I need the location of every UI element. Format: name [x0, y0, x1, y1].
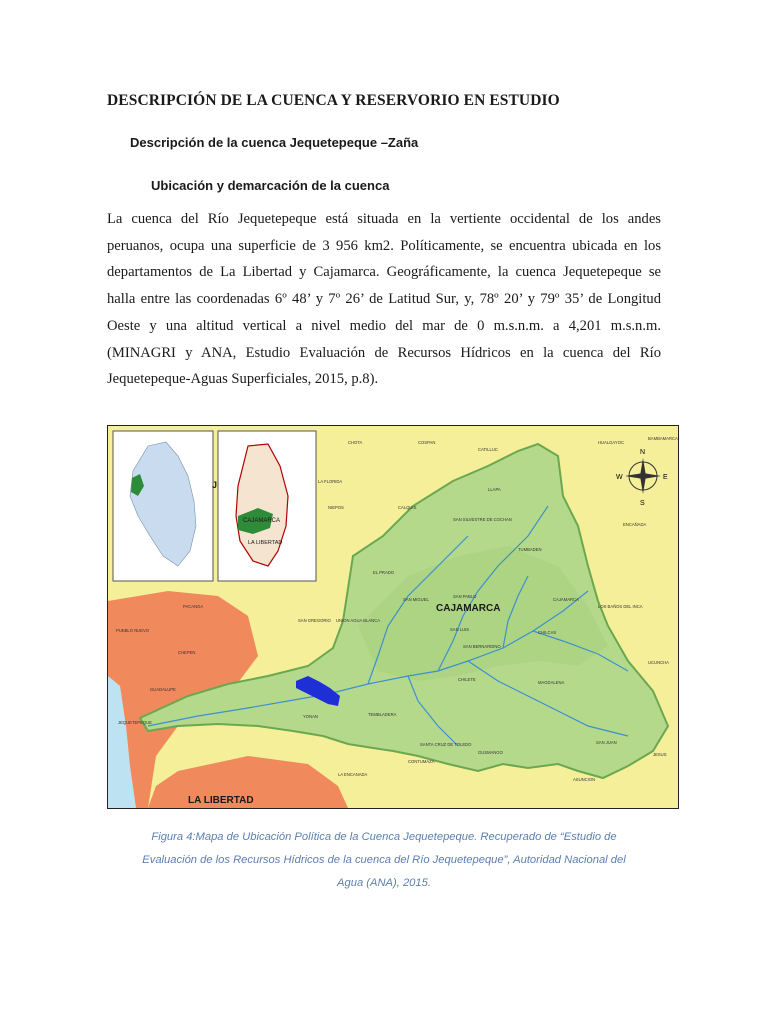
- basin-location-map: [107, 425, 679, 809]
- paragraph-line: Oeste y una altitud vertical a nivel medio del mar de 0 m.s.n.m. a 4,201 m.s.n.m.: [107, 317, 661, 334]
- place-label: LLAPA: [488, 487, 501, 492]
- place-label: SAN PABLO: [453, 594, 477, 599]
- place-label: PUEBLO NUEVO: [116, 628, 150, 633]
- paragraph-line: departamentos de La Libertad y Cajamarca. Geográficamente, la cuenca Jequetepeque se: [107, 264, 661, 281]
- place-label: ENCAÑADA: [623, 522, 647, 527]
- place-label: CHEPEN: [178, 650, 196, 655]
- place-label: CATILLUC: [478, 447, 498, 452]
- caption-line: Evaluación de los Recursos Hídricos de la cuenca del Río Jequetepeque”, Autoridad Nacional del: [142, 854, 626, 866]
- place-label: UNION AGUA BLANCA: [336, 618, 380, 623]
- compass-north: N: [640, 449, 646, 456]
- caption-line: Figura 4:Mapa de Ubicación Política de la Cuenca Jequetepeque. Recuperado de “Estudio de: [151, 831, 617, 843]
- inset-label-la-libertad: LA LIBERTAD: [248, 540, 283, 546]
- place-label: CONTUMAZA: [408, 759, 435, 764]
- paragraph-line: Jequetepeque-Aguas Superficiales, 2015, p.8).: [107, 371, 379, 388]
- place-label: LOS BAÑOS DEL INCA: [598, 604, 643, 609]
- place-label: CALQUIS: [398, 505, 417, 510]
- place-label: BAMBAMARCA: [648, 436, 678, 441]
- place-label: LA FLORIDA: [318, 479, 343, 484]
- place-label: TEMBLADERA: [368, 712, 397, 717]
- subsubsection-heading: Ubicación y demarcación de la cuenca: [151, 178, 390, 193]
- inset-map-department: [212, 431, 316, 581]
- paragraph-line: La cuenca del Río Jequetepeque está situada en la vertiente occidental de los andes: [107, 211, 661, 227]
- region-label-la-libertad: LA LIBERTAD: [188, 795, 254, 806]
- caption-line: Agua (ANA), 2015.: [337, 877, 431, 889]
- place-label: JEQUETEPEQUE: [118, 720, 152, 725]
- place-label: NIEPOS: [328, 505, 344, 510]
- place-label: SAN JUAN: [596, 740, 617, 745]
- place-label: TUMBADEN: [518, 547, 542, 552]
- subsection-heading: Descripción de la cuenca Jequetepeque –Zaña: [130, 135, 419, 150]
- place-label: SAN LUIS: [450, 627, 470, 632]
- compass-south: S: [640, 500, 645, 507]
- place-label: SAN BERNARDINO: [463, 644, 501, 649]
- place-label: SAN MIGUEL: [403, 597, 429, 602]
- place-label: CHOTA: [348, 440, 363, 445]
- place-label: HUALGAYOC: [598, 440, 624, 445]
- compass-west: W: [616, 474, 623, 481]
- paragraph-line: (MINAGRI y ANA, Estudio Evaluación de Recursos Hídricos en la cuenca del Río: [107, 344, 661, 361]
- figure-caption: [107, 826, 661, 895]
- place-label: GUSMANGO: [478, 750, 503, 755]
- place-label: PACANGA: [183, 604, 204, 609]
- place-label: EL PRADO: [373, 570, 395, 575]
- place-label: UCUNCHA: [648, 660, 669, 665]
- place-label: SANTA CRUZ DE TOLEDO: [420, 742, 472, 747]
- place-label: CHILCAS: [538, 630, 557, 635]
- inset-label-cajamarca: CAJAMARCA: [243, 518, 281, 524]
- place-label: GUADALUPE: [150, 687, 176, 692]
- place-label: ASUNCION: [573, 777, 596, 782]
- place-label: MAGDALENA: [538, 680, 565, 685]
- place-label: SAN GREGORIO: [298, 618, 331, 623]
- region-label-cajamarca: CAJAMARCA: [436, 603, 501, 614]
- place-label: LA ENCANADA: [338, 772, 368, 777]
- paragraph-line: peruanos, ocupa una superficie de 3 956 km2. Políticamente, se encuentra ubicada en los: [107, 237, 661, 254]
- place-label: JESUS: [653, 752, 667, 757]
- place-label: CHILETE: [458, 677, 476, 682]
- inset-marker-label: J: [212, 480, 218, 490]
- place-label: CAJAMARCA: [553, 597, 579, 602]
- place-label: YONAN: [303, 714, 318, 719]
- place-label: COSPAN: [418, 440, 436, 445]
- inset-map-peru: [113, 431, 213, 581]
- body-paragraph: [107, 206, 661, 393]
- paragraph-line: halla entre las coordenadas 6º 48’ y 7º 26’ de Latitud Sur, y, 78º 20’ y 79º 35’ de Longitud: [107, 291, 661, 308]
- compass-east: E: [663, 474, 668, 481]
- section-heading: DESCRIPCIÓN DE LA CUENCA Y RESERVORIO EN ESTUDIO: [107, 92, 560, 109]
- map-svg: [108, 426, 678, 808]
- place-label: SAN SILVESTRE DE COCHAN: [453, 517, 512, 522]
